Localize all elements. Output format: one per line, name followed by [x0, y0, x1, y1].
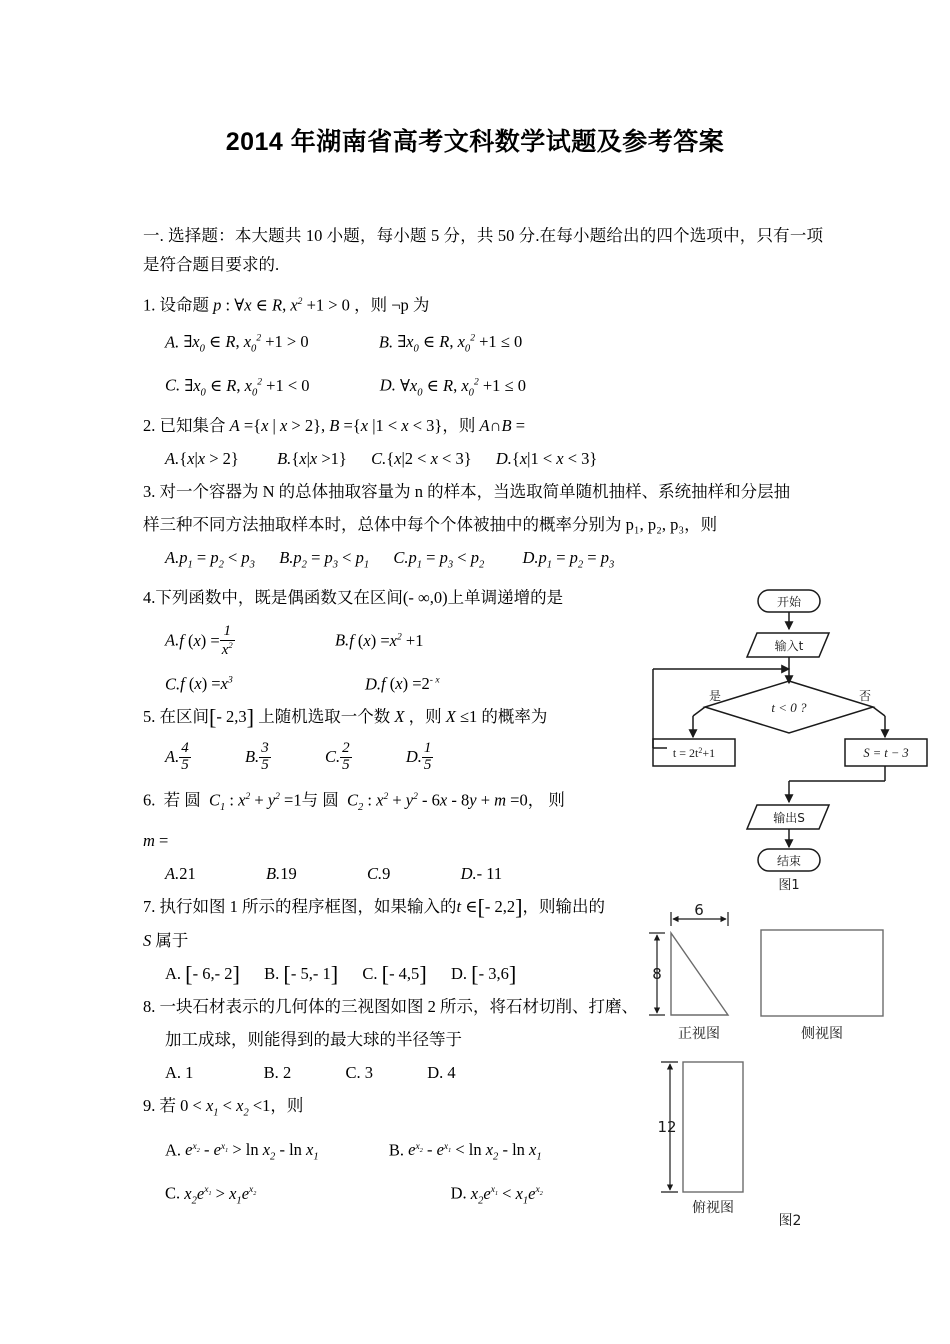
option-letter[interactable]: C. [362, 963, 378, 983]
side-view-label: 侧视图 [801, 1026, 843, 1042]
question-4-text: 下列函数中，既是偶函数又在区间(- ∞,0)上单调递增的是 [155, 588, 564, 608]
option-8c-value[interactable]: 3 [364, 1063, 373, 1083]
option-9c-math[interactable]: $x_2e^{x_1} > x_1e^{x_2}$ [184, 1183, 257, 1207]
option-7d-math[interactable]: [- 3,6] [471, 961, 517, 987]
option-1d-math[interactable]: $\forall x_0$ ∈ R, $x_0^2 +1 \le 0$ [399, 375, 526, 399]
option-6b-value[interactable]: 19 [280, 863, 297, 883]
side-view-rectangle [761, 930, 883, 1016]
question-2-options [143, 442, 823, 475]
option-1a-math[interactable]: $\exists x_0$ ∈ R, $x_0^2 +1 > 0$ [183, 332, 309, 355]
option-3a-math[interactable]: $p_1 = p_2 < p_3$ [179, 548, 255, 571]
question-3-text-2: 样三种不同方法抽取样本时，总体中每个个体被抽中的概率分别为 p₁, p₂, p₃，则 [143, 515, 718, 535]
question-6-number: 6. [143, 790, 156, 810]
question-4-number: 4. [143, 588, 156, 608]
option-letter[interactable]: D. [495, 449, 512, 469]
question-2-stem: 2. 已知集合 A ={x | x > 2}, B ={x |1 < x < 3}，则 A∩B = [143, 416, 526, 436]
question-9-stem: 9. 若 $0 < x_1 < x_2 <1$，则 [143, 1096, 304, 1119]
option-3b-math[interactable]: $p_2 = p_3 < p_1$ [293, 548, 370, 571]
option-letter[interactable]: A. [165, 863, 180, 883]
option-8a-value[interactable]: 1 [185, 1063, 194, 1083]
option-4a-math[interactable]: f (x) = $\frac{1}{x^2}$ [179, 622, 233, 658]
option-letter[interactable]: A. [165, 332, 180, 351]
option-6a-value[interactable]: 21 [179, 863, 196, 883]
option-letter[interactable]: C. [345, 1063, 361, 1083]
option-letter[interactable]: B. [334, 630, 350, 650]
option-letter[interactable]: A. [165, 630, 180, 650]
question-1-options-row-2 [143, 365, 823, 409]
flow-start-label: 开始 [776, 595, 802, 609]
top-view-label: 俯视图 [692, 1200, 734, 1216]
option-1c-math[interactable]: $\exists x_0$ ∈ R, $x_0^2 +1 < 0$ [184, 375, 310, 399]
option-letter[interactable]: C. [165, 1183, 181, 1203]
flow-output-label: 输出S [773, 811, 805, 825]
question-3-stem-line-1 [143, 475, 823, 508]
option-letter[interactable]: A. [165, 1140, 182, 1159]
option-letter[interactable]: C. [371, 449, 387, 469]
flow-yes-label: 是 [708, 689, 722, 703]
option-letter[interactable]: C. [393, 548, 409, 568]
option-3d-math[interactable]: $p_1 = p_2 = p_3$ [538, 548, 615, 571]
question-1-number: 1. [143, 295, 156, 315]
figure-1-flowchart [645, 585, 945, 895]
option-4b-math[interactable]: f $(x) =x^2 +1$ [349, 630, 424, 650]
option-letter[interactable]: A. [165, 963, 182, 983]
question-8-text-2: 加工成球，则能得到的最大球的半径等于 [165, 1030, 462, 1050]
option-1b-math[interactable]: $\exists x_0$ ∈ R, $x_0^2 +1 \le 0$ [397, 332, 523, 355]
question-6-stem-line-1: 6. 若 圆 $C_1$ : $x^2 + y^2 =1$与 圆 $C_2$ : $x^2 + y^2 - 6x - 8y + m =0$， 则 [143, 790, 565, 813]
front-height-dimension: 8 [652, 965, 662, 983]
option-3c-math[interactable]: $p_1 = p_3 < p_2$ [408, 548, 485, 571]
option-9b-math[interactable]: $e^{x_2} - e^{x_1} < \ln x_2 - \ln x_1$ [408, 1140, 542, 1163]
question-3-number: 3. [143, 482, 156, 502]
question-1-options-row-1 [143, 322, 823, 366]
question-1-stem: 1. 设命题 p : ∀x ∈ R, $x^2 +1 > 0$ ，则 ¬p 为 [143, 295, 430, 315]
option-9d-math[interactable]: $x_2e^{x_1} < x_1e^{x_2}$ [470, 1183, 543, 1207]
question-6-stem-line-2: m = [143, 830, 169, 850]
option-letter[interactable]: B. [263, 1063, 279, 1083]
front-width-dimension: 6 [694, 901, 704, 919]
option-letter[interactable]: B. [388, 1140, 405, 1159]
option-letter[interactable]: A. [165, 449, 180, 469]
flow-decision-label: t < 0 ? [771, 700, 807, 715]
option-letter[interactable]: C. [165, 674, 181, 694]
option-letter[interactable]: D. [522, 548, 539, 568]
option-letter[interactable]: B. [264, 963, 280, 983]
option-6c-value[interactable]: 9 [382, 863, 391, 883]
option-letter[interactable]: B. [265, 863, 281, 883]
front-view-label: 正视图 [678, 1026, 720, 1042]
question-7-number: 7. [143, 896, 156, 916]
option-letter[interactable]: D. [405, 747, 422, 767]
question-9-number: 9. [143, 1096, 156, 1116]
option-letter[interactable]: D. [460, 863, 477, 883]
option-5b-math[interactable]: $\frac{3}{5}$ [261, 740, 269, 773]
option-letter[interactable]: C. [165, 375, 181, 395]
option-5c-math[interactable]: $\frac{2}{5}$ [342, 740, 350, 773]
section-intro: 一. 选择题：本大题共 10 小题，每小题 5 分，共 50 分.在每小题给出的四个选项中，只有一项是符合题目要求的. [143, 226, 823, 274]
option-letter[interactable]: A. [165, 1063, 182, 1083]
option-letter[interactable]: B. [244, 747, 260, 767]
question-3-text-1: 对一个容器为 N 的总体抽取容量为 n 的样本，当选取简单随机抽样、系统抽样和分层抽 [159, 482, 791, 502]
flow-no-process-label: S = t − 3 [863, 746, 909, 760]
option-letter[interactable]: A. [165, 548, 180, 568]
flow-yes-process-label: $t = 2t^2+1$ [672, 746, 716, 760]
option-letter[interactable]: B. [277, 449, 292, 469]
option-4d-math[interactable]: f $(x) =2^{- x}$ [381, 674, 440, 694]
question-8-text-1: 一块石材表示的几何体的三视图如图 2 所示，将石材切削、打磨、 [159, 997, 638, 1017]
page-title: 2014 年湖南省高考文科数学试题及参考答案 [225, 128, 725, 156]
option-letter[interactable]: D. [450, 963, 468, 983]
option-letter[interactable]: D. [364, 674, 382, 694]
option-6d-value[interactable]: - 11 [476, 863, 503, 883]
option-2c-math[interactable]: {x|2 < x < 3} [386, 449, 472, 469]
option-letter[interactable]: C. [366, 863, 383, 883]
option-letter[interactable]: D. [427, 1063, 444, 1083]
option-7c-math[interactable]: [- 4,5] [381, 961, 427, 987]
question-8-number: 8. [143, 997, 156, 1017]
option-7b-math[interactable]: [- 5,- 1] [283, 961, 339, 987]
option-2a-math[interactable]: {x|x > 2} [179, 449, 239, 469]
question-7-stem-line-2: S 属于 [143, 930, 189, 950]
figure-2-caption: 图2 [778, 1213, 802, 1229]
option-letter[interactable]: B. [378, 332, 394, 351]
question-2-number: 2. [143, 416, 156, 436]
option-9a-math[interactable]: $e^{x_2} - e^{x_1} > \ln x_2 - \ln x_1$ [185, 1140, 319, 1163]
question-3-options [143, 541, 823, 581]
option-7a-math[interactable]: [- 6,- 2] [185, 961, 240, 987]
top-height-dimension: 12 [657, 1118, 677, 1136]
figure-1-caption: 图1 [778, 878, 800, 893]
option-letter[interactable]: B. [279, 548, 294, 568]
question-7-stem-line-1: 7. 执行如图 1 所示的程序框图，如果输入的t ∈[- 2,2]，则输出的 [143, 894, 606, 920]
option-letter[interactable]: C. [324, 747, 341, 767]
option-2b-math[interactable]: {x|x >1} [291, 449, 347, 469]
option-2d-math[interactable]: {x|1 < x < 3} [511, 449, 598, 469]
question-3-stem-line-2 [143, 508, 823, 541]
option-letter[interactable]: D. [379, 375, 396, 395]
question-5-number: 5. [143, 707, 156, 727]
flow-end-label: 结束 [776, 854, 802, 868]
front-view-triangle [671, 933, 728, 1015]
question-1-stem-prefix: 设命题 [159, 295, 209, 315]
question-1-stem-suffix: ，则 ¬p 为 [354, 295, 430, 315]
top-view-rectangle [683, 1062, 743, 1192]
option-8d-value[interactable]: 4 [447, 1063, 456, 1083]
figure-2-three-views [645, 900, 945, 1235]
option-letter[interactable]: A. [165, 747, 180, 767]
flow-input-label: 输入t [774, 639, 804, 653]
option-5a-math[interactable]: $\frac{4}{5}$ [181, 740, 189, 773]
question-5-stem: 5. 在区间[- 2,3] 上随机选取一个数 X ，则 X ≤1 的概率为 [143, 705, 548, 731]
option-8b-value[interactable]: 2 [282, 1063, 292, 1083]
option-4c-math[interactable]: f $(x) =x^3$ [180, 674, 233, 694]
option-5d-math[interactable]: $\frac{1}{5}$ [423, 740, 432, 773]
option-letter[interactable]: D. [450, 1183, 467, 1203]
flow-no-label: 否 [858, 689, 872, 703]
